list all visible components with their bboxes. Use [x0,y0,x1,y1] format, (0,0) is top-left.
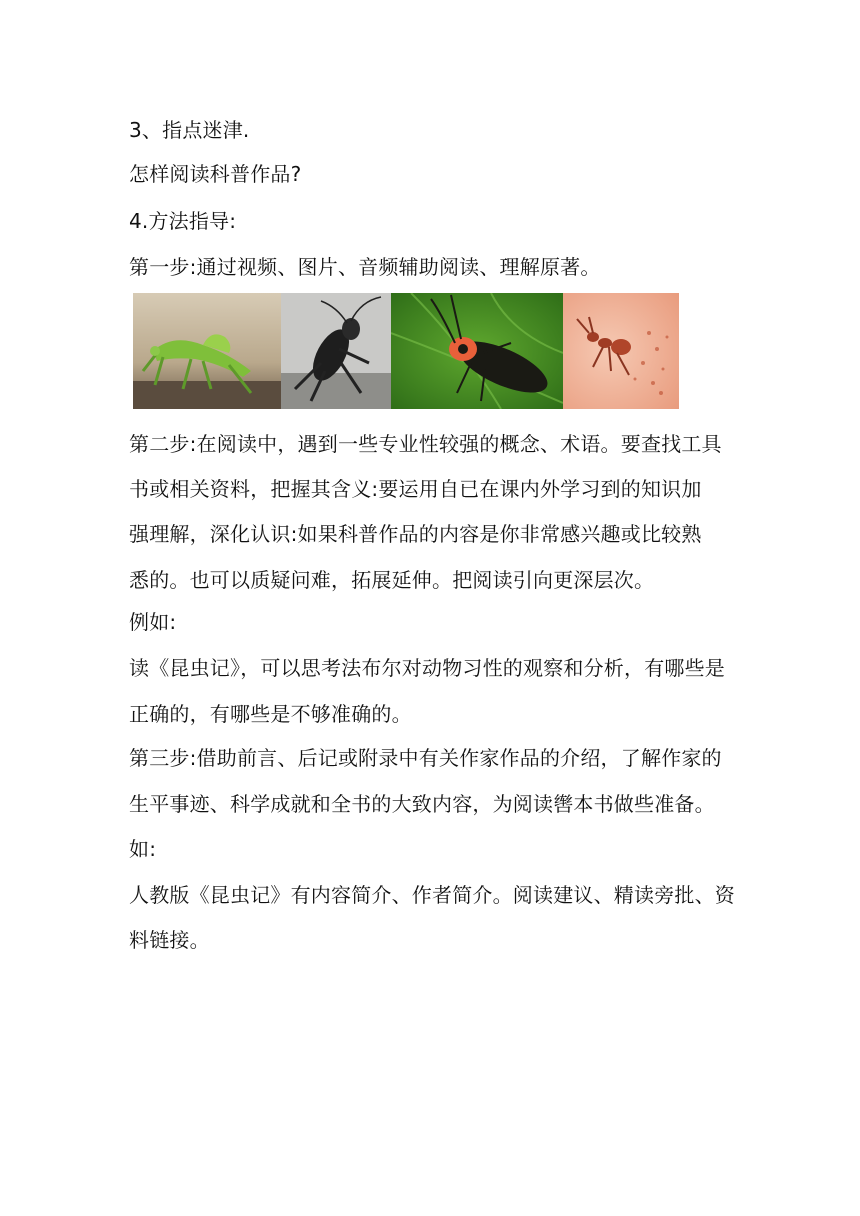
step-one-line: 第一步:通过视频、图片、音频辅助阅读、理解原著。 [129,255,601,279]
step-two-line-2: 书或相关资料，把握其含义:要运用自已在课内外学习到的知识加 [129,477,702,501]
instance-line-2: 料链接。 [129,928,210,952]
step-two-line-1: 第二步:在阅读中，遇到一些专业性较强的概念、术语。要查找工具 [129,432,722,456]
section-heading: 3、指点迷津. [129,118,250,142]
step-three-line-2: 生平事迹、科学成就和全书的大致内容，为阅读辔本书做些准备。 [129,792,715,816]
method-heading: 4.方法指导: [129,209,237,233]
mantis-photo [133,293,281,409]
example-line-1: 读《昆虫记》，可以思考法布尔对动物习性的观察和分析，有哪些是 [129,656,725,680]
insect-photo-strip [133,293,679,409]
firefly-photo [391,293,563,409]
step-three-line-1: 第三步:借助前言、后记或附录中有关作家作品的介绍，了解作家的 [129,746,722,770]
example-line-2: 正确的，有哪些是不够准确的。 [129,702,412,726]
step-two-line-3: 强理解，深化认识:如果科普作品的内容是你非常感兴趣或比较熟 [129,522,702,546]
example-label: 例如: [129,610,177,634]
instance-label: 如: [129,837,157,861]
instance-line-1: 人教版《昆虫记》有内容简介、作者简介。阅读建议、精读旁批、资 [129,883,735,907]
cricket-photo [281,293,391,409]
ant-photo [563,293,679,409]
step-two-line-4: 悉的。也可以质疑问难，拓展延伸。把阅读引向更深层次。 [129,568,655,592]
question-line: 怎样阅读科普作品? [129,162,302,186]
